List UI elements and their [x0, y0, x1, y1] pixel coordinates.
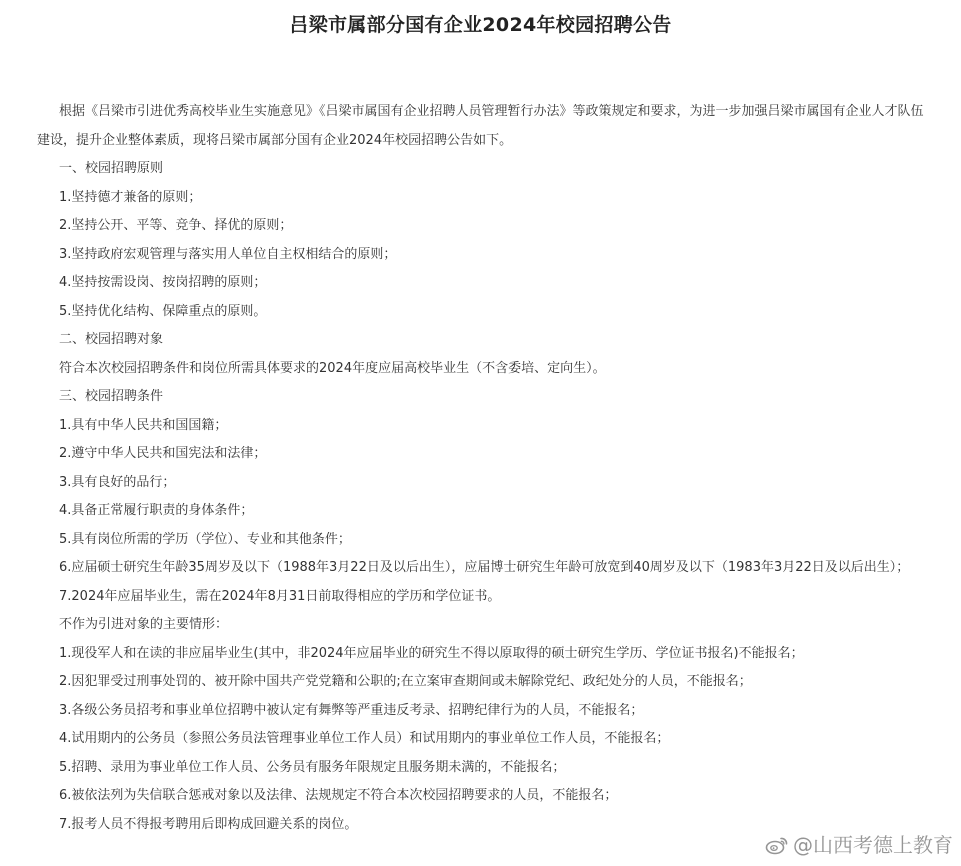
page-title: 吕梁市属部分国有企业2024年校园招聘公告 [289, 14, 672, 36]
announcement-body [37, 98, 933, 839]
list-item: 2.坚持公开、平等、竞争、择优的原则； [59, 218, 293, 233]
list-item: 4.试用期内的公务员（参照公务员法管理事业单位工作人员）和试用期内的事业单位工作人员，不能报名； [59, 731, 670, 746]
list-item: 1.具有中华人民共和国国籍； [59, 417, 228, 433]
weibo-icon [765, 835, 789, 855]
section-heading-exclusions: 不作为引进对象的主要情形： [59, 617, 229, 632]
list-item: 1.坚持德才兼备的原则； [59, 189, 202, 205]
list-item-age: 6.应届硕士研究生年龄35周岁及以下（1988年3月22日及以后出生），应届博士研究生年龄可放宽到40周岁及以下（1983年3月22日及以后出生）； [59, 560, 910, 575]
list-item: 2.遵守中华人民共和国宪法和法律； [59, 446, 267, 461]
list-item: 6.被依法列为失信联合惩戒对象以及法律、法规规定不符合本次校园招聘要求的人员，不能报名； [59, 788, 618, 803]
watermark-text: @山西考德上教育 [793, 833, 953, 857]
list-item: 4.具备正常履行职责的身体条件； [59, 503, 254, 518]
section-heading-conditions: 三、校园招聘条件 [59, 389, 164, 404]
list-item: 2.因犯罪受过刑事处罚的、被开除中国共产党党籍和公职的;在立案审查期间或未解除党纪、政纪处分的人员，不能报名； [59, 674, 752, 689]
list-item: 3.各级公务员招考和事业单位招聘中被认定有舞弊等严重违反考录、招聘纪律行为的人员，不能报名； [59, 702, 644, 718]
section-heading-target: 二、校园招聘对象 [59, 332, 164, 347]
list-item: 1.现役军人和在读的非应届毕业生(其中，非2024年应届毕业的研究生不得以原取得的硕士研究生学历、学位证书报名)不能报名； [59, 645, 804, 661]
section-heading-principles: 一、校园招聘原则 [59, 161, 164, 176]
intro-paragraph: 根据《吕梁市引进优秀高校毕业生实施意见》《吕梁市属国有企业招聘人员管理暂行办法》等政策规定和要求，为进一步加强吕梁市属国有企业人才队伍建设，提升企业整体素质，现将吕梁市属部分国有企业2024年校园招聘公告如下。 [37, 104, 924, 148]
list-item: 5.招聘、录用为事业单位工作人员、公务员有服务年限规定且服务期未满的，不能报名； [59, 759, 566, 775]
list-item: 5.坚持优化结构、保障重点的原则。 [59, 303, 267, 319]
list-item: 3.具有良好的品行； [59, 474, 176, 490]
list-item: 7.报考人员不得报考聘用后即构成回避关系的岗位。 [59, 816, 358, 832]
list-item: 5.具有岗位所需的学历（学位）、专业和其他条件； [59, 531, 351, 547]
list-item: 符合本次校园招聘条件和岗位所需具体要求的2024年度应届高校毕业生（不含委培、定向生）。 [59, 360, 606, 376]
watermark [765, 833, 953, 857]
list-item: 4.坚持按需设岗、按岗招聘的原则； [59, 275, 267, 290]
list-item: 7.2024年应届毕业生，需在2024年8月31日前取得相应的学历和学位证书。 [59, 588, 501, 604]
list-item: 3.坚持政府宏观管理与落实用人单位自主权相结合的原则； [59, 246, 397, 262]
